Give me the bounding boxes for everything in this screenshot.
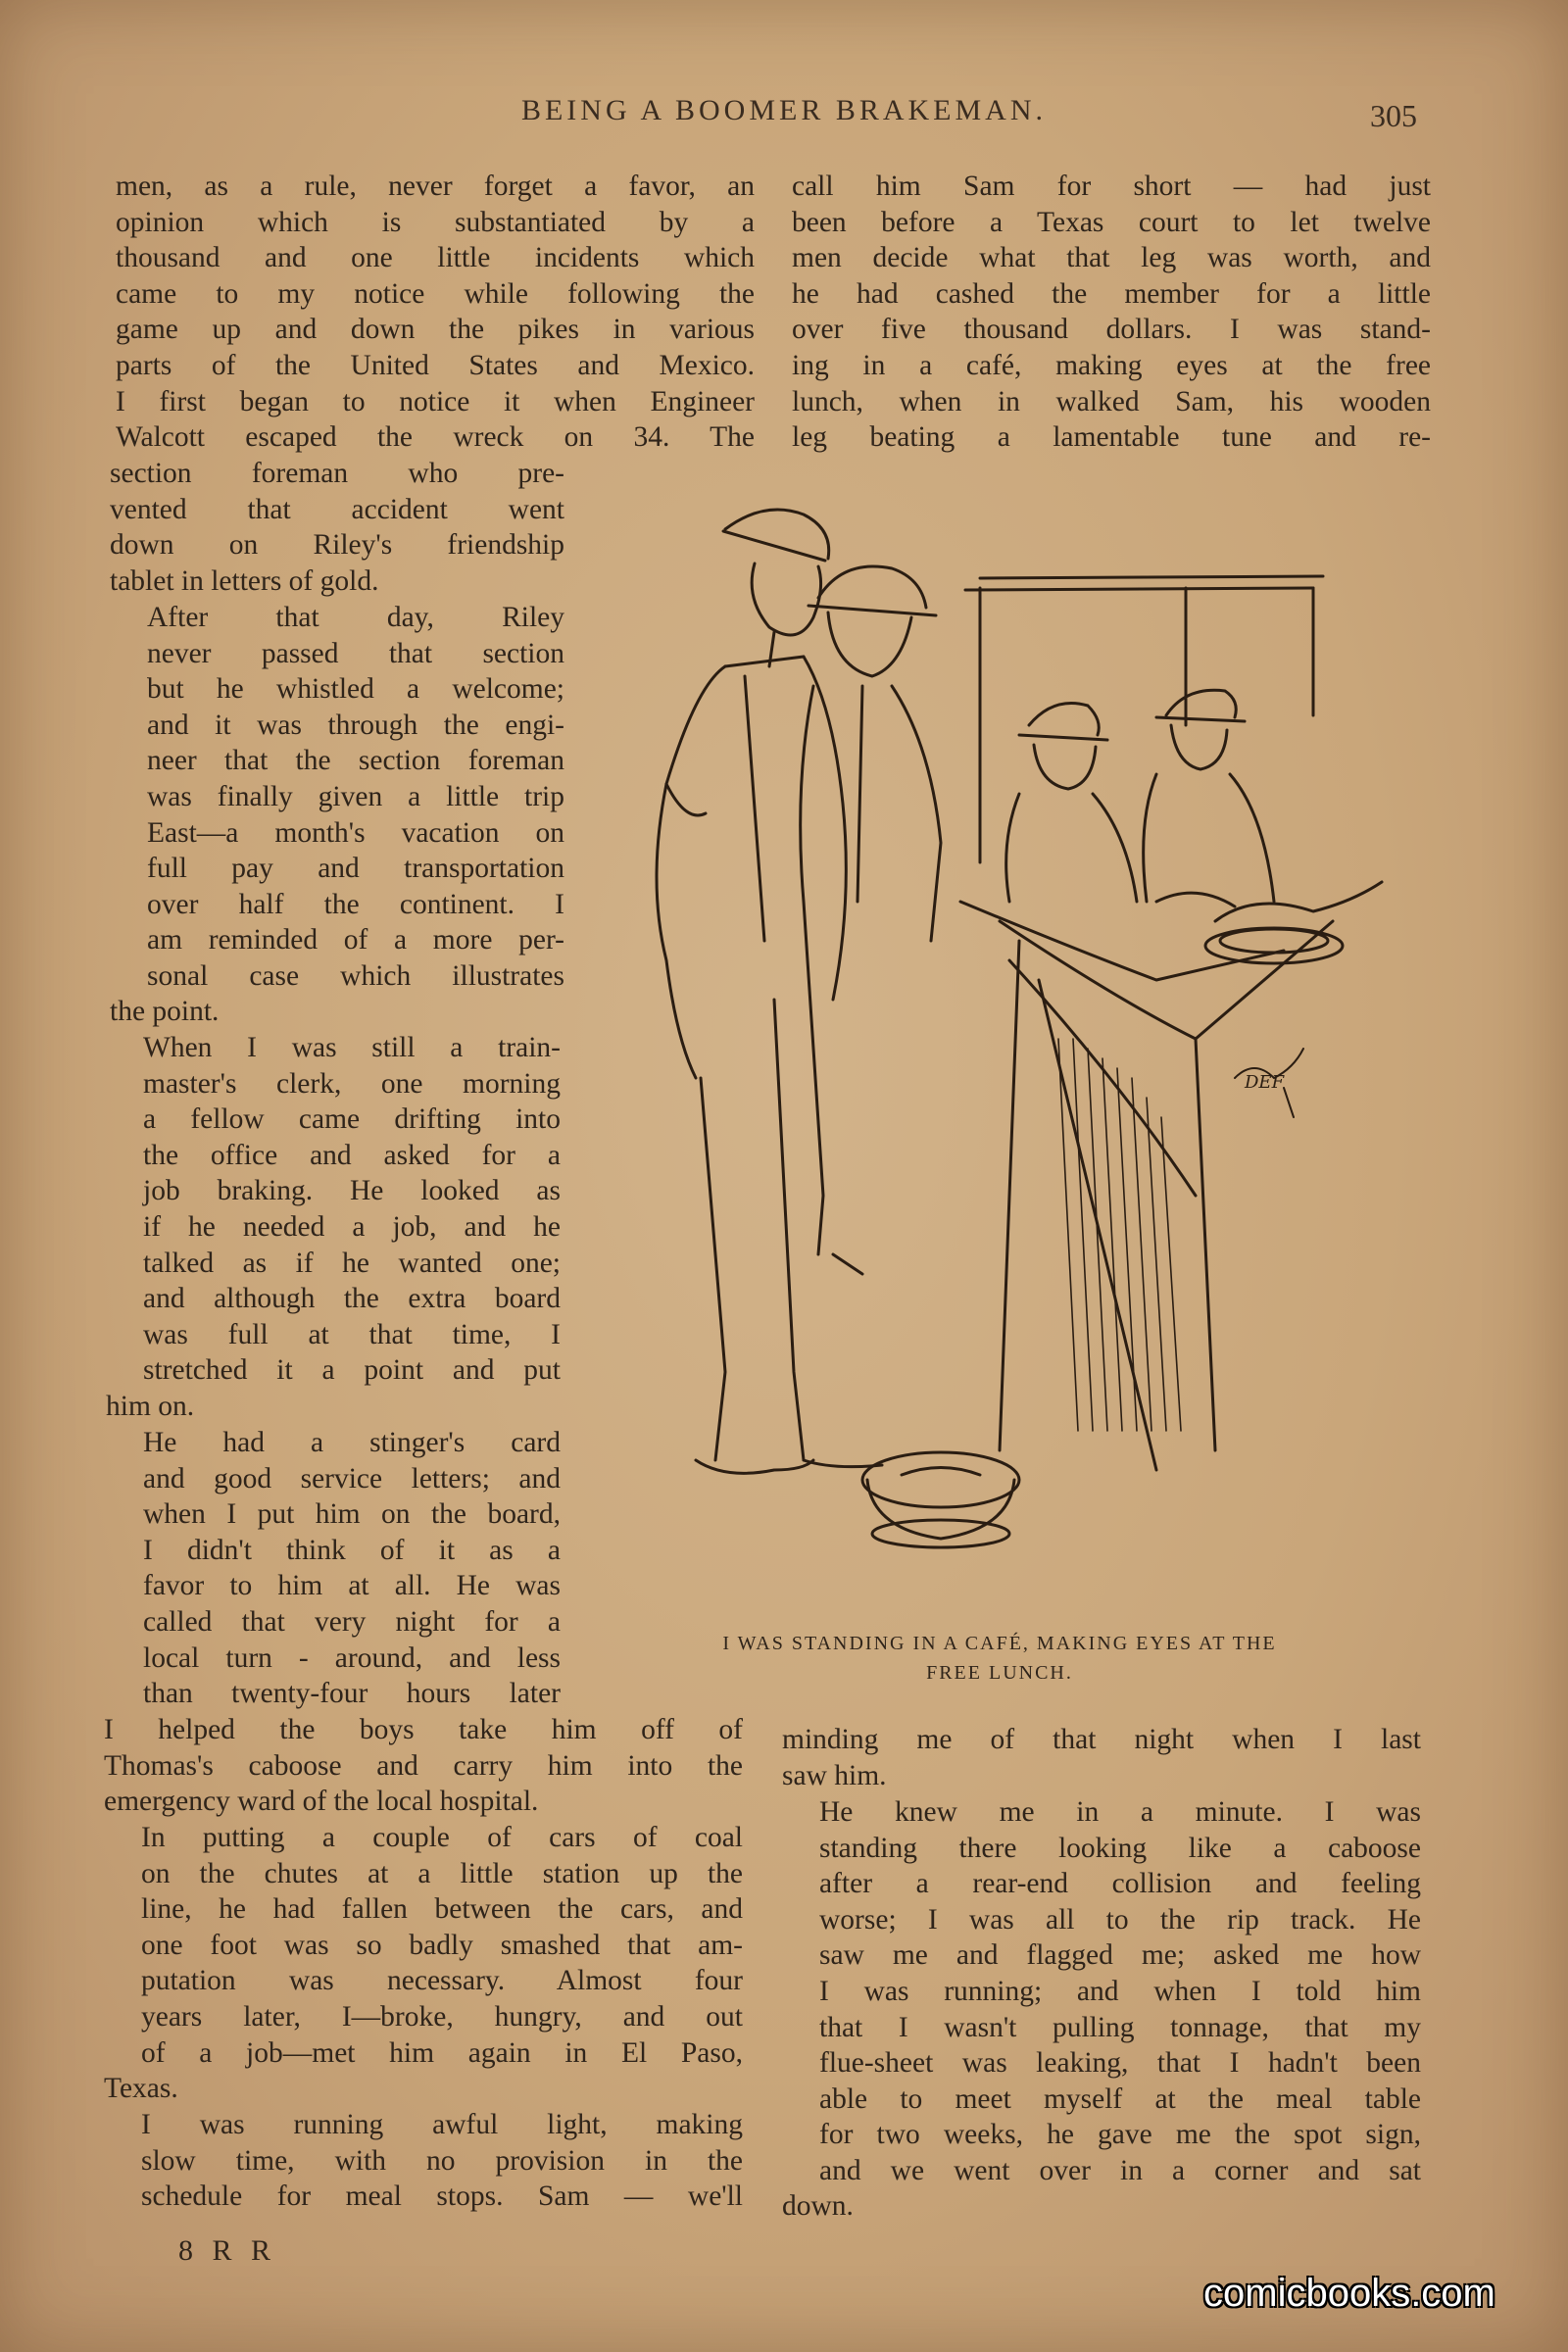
text-line: opinion which is substantiated by a [116,206,755,238]
text-line: talked as if he wanted one; [143,1247,561,1279]
counter-top [960,902,1284,980]
left-narrow-block-a-last: tablet in letters of gold. [110,565,379,597]
text-line: after a rear-end collision and feeling [819,1868,1421,1900]
text-line: one foot was so badly smashed that am- [141,1929,743,1961]
man-coat [657,666,725,1078]
cafe-illustration [608,490,1431,1627]
text-line: slow time, with no provision in the [141,2144,743,2177]
left-narrow-block-c-last: him on. [106,1391,195,1422]
text-line: am reminded of a more per- [147,924,564,956]
text-line: minding me of that night when I last [782,1724,1421,1755]
text-line: section foreman who pre- [110,458,564,489]
left-bottom-block-a-last: emergency ward of the local hospital. [104,1786,539,1817]
bar-rail [980,576,1323,578]
text-line: if he needed a job, and he [143,1210,561,1243]
text-line: full pay and transportation [147,853,564,885]
text-line: and although the extra board [143,1283,561,1315]
left-narrow-block-b [110,600,564,995]
spittoon [862,1452,1019,1507]
text-line: and good service letters; and [143,1462,561,1494]
text-line: I was running awful light, making [141,2109,743,2140]
caption-line-1: I WAS STANDING IN A CAFÉ, MAKING EYES AT THE [722,1633,1277,1654]
text-line: men, as a rule, never forget a favor, an [116,171,755,202]
text-line: When I was still a train- [143,1032,561,1063]
text-line: favor to him at all. He was [143,1570,561,1602]
text-line: thousand and one little incidents which [116,242,755,274]
text-line: job braking. He looked as [143,1175,561,1207]
left-top-paragraph [116,169,755,456]
text-line: I helped the boys take him off of [104,1714,743,1745]
text-line: saw me and flagged me; asked me how [819,1939,1421,1972]
illustration-caption [627,1629,1372,1688]
text-line: flue-sheet was leaking, that I hadn't been [819,2047,1421,2080]
text-line: call him Sam for short — had just [792,171,1431,202]
text-line: but he whistled a welcome; [147,673,564,706]
text-line: ing in a café, making eyes at the free [792,349,1431,381]
text-line: stretched it a point and put [143,1354,561,1387]
left-bottom-block-a [104,1712,743,1784]
text-line: lunch, when in walked Sam, his wooden [792,385,1431,417]
text-line: master's clerk, one morning [143,1067,561,1100]
text-line: never passed that section [147,637,564,669]
text-line: able to meet myself at the meal table [819,2082,1421,2115]
text-line: was finally given a little trip [147,780,564,812]
text-line: He knew me in a minute. I was [819,1796,1421,1828]
text-line: local turn - around, and less [143,1642,561,1674]
site-watermark: comicbooks.com [1203,2272,1495,2315]
text-line: worse; I was all to the rip track. He [819,1903,1421,1936]
text-line: game up and down the pikes in various [116,314,755,346]
text-line: over half the continent. I [147,888,564,920]
text-line: Walcott escaped the wreck on 34. The [116,421,755,454]
text-line: called that very night for a [143,1605,561,1638]
text-line: Thomas's caboose and carry him into the [104,1749,743,1782]
bg-man-1-hat [1029,704,1099,736]
text-line: I first began to notice it when Engineer [116,385,755,417]
right-bottom-block-a-last: saw him. [782,1760,887,1791]
page-number: 305 [1370,98,1417,133]
left-bottom-block-b [104,1820,743,2071]
text-line: a fellow came drifting into [143,1103,561,1136]
text-line: He had a stinger's card [143,1427,561,1458]
text-line: After that day, Riley [147,602,564,633]
text-line: over five thousand dollars. I was stand- [792,314,1431,346]
text-line: I didn't think of it as a [143,1534,561,1566]
text-line: on the chutes at a little station up the [141,1857,743,1889]
man-leg [701,1078,725,1460]
right-top-paragraph [792,169,1431,456]
text-line: when I put him on the board, [143,1498,561,1531]
right-bottom-block-b-last: down. [782,2190,854,2222]
running-header: BEING A BOOMER BRAKEMAN. [520,94,1048,126]
text-line: been before a Texas court to let twelve [792,206,1431,238]
text-line: of a job—met him again in El Paso, [141,2036,743,2069]
text-line: and it was through the engi- [147,709,564,741]
left-bottom-block-b-last: Texas. [104,2073,178,2104]
text-line: In putting a couple of cars of coal [141,1822,743,1853]
text-line: that I wasn't pulling tonnage, that my [819,2011,1421,2043]
text-line: line, he had fallen between the cars, and [141,1893,743,1926]
text-line: and we went over in a corner and sat [819,2154,1421,2186]
text-line: years later, I—broke, hungry, and out [141,2000,743,2033]
artist-signature: DEF [1245,1072,1285,1093]
text-line: vented that accident went [110,493,564,525]
text-line: men decide what that leg was worth, and [792,242,1431,274]
text-line: leg beating a lamentable tune and re- [792,421,1431,454]
text-line: schedule for meal stops. Sam — we'll [141,2180,743,2213]
left-bottom-block-c [104,2107,743,2215]
left-narrow-block-b-last: the point. [110,996,220,1027]
text-line: for two weeks, he gave me the spot sign, [819,2119,1421,2151]
second-man-body [801,686,823,1254]
second-man-hat [818,566,926,608]
text-line: standing there looking like a caboose [819,1832,1421,1864]
text-line: parts of the United States and Mexico. [116,349,755,381]
text-line: putation was necessary. Almost four [141,1965,743,1997]
caption-line-2: FREE LUNCH. [926,1662,1073,1684]
text-line: than twenty-four hours later [143,1678,561,1710]
text-line: the office and asked for a [143,1139,561,1171]
left-narrow-block-a [110,456,564,564]
right-bottom-block-a [782,1722,1421,1758]
text-line: East—a month's vacation on [147,816,564,849]
signature-mark: 8 R R [178,2234,277,2267]
man-cap [725,510,829,559]
left-narrow-block-d [106,1425,561,1712]
text-line: came to my notice while following the [116,277,755,310]
left-narrow-block-c [106,1030,561,1389]
text-line: I was running; and when I told him [819,1975,1421,2007]
text-line: he had cashed the member for a little [792,277,1431,310]
text-line: was full at that time, I [143,1318,561,1350]
text-line: down on Riley's friendship [110,529,564,562]
right-bottom-block-b [782,1794,1421,2189]
text-line: sonal case which illustrates [147,959,564,992]
bg-man-2-hat [1166,690,1236,717]
text-line: neer that the section foreman [147,745,564,777]
